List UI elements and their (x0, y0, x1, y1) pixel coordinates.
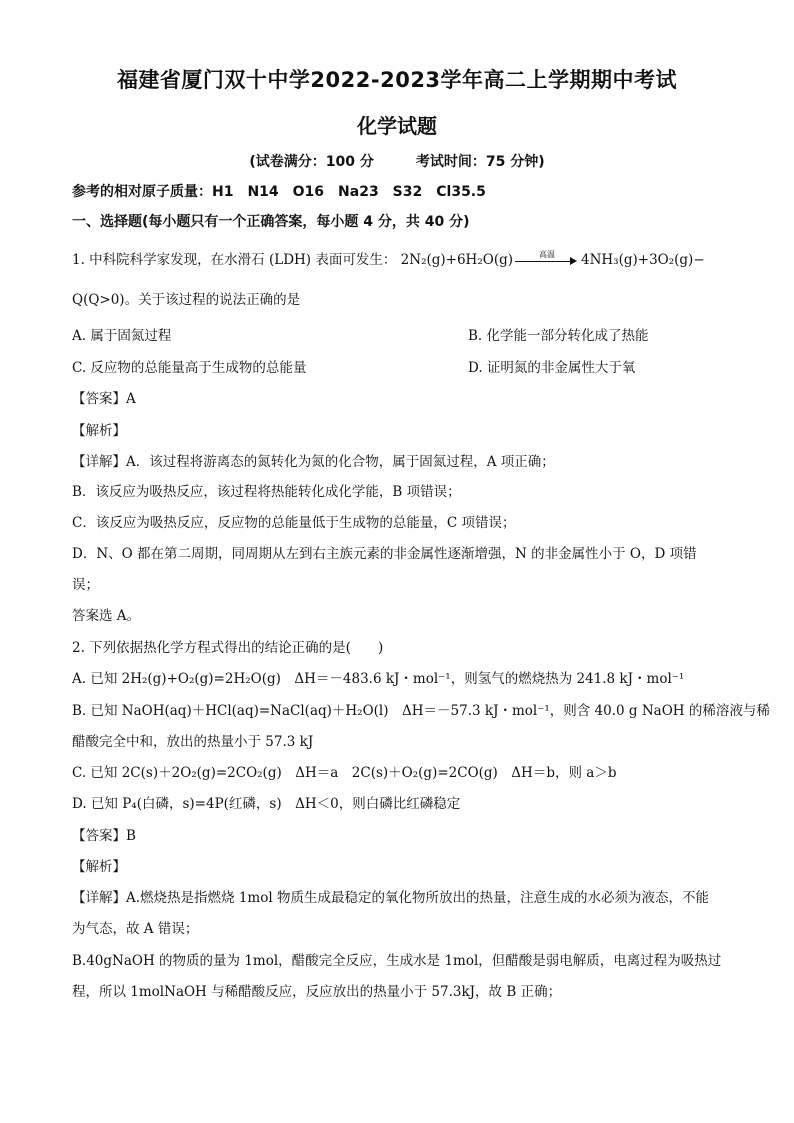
exam-time: 考试时间：75 分钟) (415, 154, 545, 170)
q1-options-row2 (72, 358, 722, 378)
q1-detail-line: C．该反应为吸热反应，反应物的总能量低于生成物的总能量，C 项错误； (72, 515, 516, 531)
q2-option-b: B. 已知 NaOH(aq)＋HCl(aq)=NaCl(aq)＋H₂O(l) ΔH＝－57.3 kJ・mol⁻¹，则含 40.0 g NaOH 的稀溶液与稀 (72, 703, 770, 719)
q1-option-c: C. 反应物的总能量高于生成物的总能量 (72, 360, 307, 376)
exam-score: (试卷满分：100 分 (249, 154, 374, 170)
q1-option-d: D. 证明氮的非金属性大于氧 (468, 360, 636, 376)
q2-detail-line: 程，所以 1molNaOH 与稀醋酸反应，反应放出的热量小于 57.3kJ，故 B 正确； (72, 984, 562, 1000)
q1-option-a: A. 属于固氮过程 (72, 328, 172, 344)
q1-answer (72, 389, 722, 409)
q2-detail-line (72, 888, 722, 908)
q1-stem-c: 。关于该过程的说法正确的是 (124, 292, 301, 308)
q2-answer (72, 826, 722, 846)
q1-ldh: (LDH) (268, 252, 312, 268)
q1-stem-cont (72, 290, 722, 310)
q2-stem: 2. 下列依据热化学方程式得出的结论正确的是( ) (72, 640, 384, 656)
q1-detail-line (72, 452, 722, 472)
q1-stem-a: 1. 中科院科学家发现，在水滑石 (72, 252, 265, 268)
q2-analysis-label: 【解析】 (72, 859, 126, 875)
q1-eq-right: 4NH₃(g)+3O₂(g)− (581, 252, 705, 268)
arrow-condition: 高温 (539, 249, 555, 259)
q2-option-b-cont: 醋酸完全中和，放出的热量小于 57.3 kJ (72, 734, 314, 750)
q1-eq-left: 2N₂(g)+6H₂O(g) (400, 252, 513, 268)
reaction-arrow-icon (515, 249, 579, 268)
document-subtitle: 化学试题 (357, 114, 437, 138)
detail-text: A．该过程将游离态的氮转化为氮的化合物，属于固氮过程，A 项正确； (126, 454, 555, 470)
detail-text: A.燃烧热是指燃烧 1mol 物质生成最稳定的氧化物所放出的热量，注意生成的水必须为液态，不能 (126, 890, 709, 906)
q2-option-a: A. 已知 2H₂(g)+O₂(g)=2H₂O(g) ΔH＝－483.6 kJ・mol⁻¹，则氢气的燃烧热为 241.8 kJ・mol⁻¹ (72, 671, 685, 687)
answer-value: B (126, 828, 136, 844)
q1-detail-line: 误； (72, 577, 99, 593)
atomic-masses: 参考的相对原子质量：H1 N14 O16 Na23 S32 Cl35.5 (72, 184, 486, 200)
answer-value: A (126, 391, 136, 407)
exam-meta (0, 151, 794, 171)
q2-detail-line: 为气态，故 A 错误； (72, 921, 199, 937)
detail-label: 【详解】 (72, 890, 126, 906)
q1-detail-line: D．N、O 都在第二周期，同周期从左到右主族元素的非金属性逐渐增强，N 的非金属性小于 O，D 项错 (72, 546, 697, 562)
q2-detail-line: B.40gNaOH 的物质的量为 1mol，醋酸完全反应，生成水是 1mol，但醋酸是弱电解质，电离过程为吸热过 (72, 953, 722, 969)
q1-eq-cont: Q(Q>0) (72, 292, 125, 308)
q1-option-b: B. 化学能一部分转化成了热能 (468, 328, 649, 344)
answer-label: 【答案】 (72, 828, 126, 844)
section-heading: 一、选择题(每小题只有一个正确答案，每小题 4 分，共 40 分) (72, 214, 470, 230)
q1-stem (72, 250, 722, 270)
q1-detail-line: B．该反应为吸热反应，该过程将热能转化成化学能，B 项错误； (72, 484, 461, 500)
answer-label: 【答案】 (72, 391, 126, 407)
q1-options-row1 (72, 326, 722, 346)
q1-stem-b: 表面可发生： (315, 252, 397, 268)
q1-conclusion: 答案选 A。 (72, 608, 141, 624)
detail-label: 【详解】 (72, 454, 126, 470)
q1-analysis-label: 【解析】 (72, 423, 126, 439)
q2-option-d: D. 已知 P₄(白磷，s)=4P(红磷，s) ΔH＜0，则白磷比红磷稳定 (72, 796, 461, 812)
q2-option-c: C. 已知 2C(s)＋2O₂(g)=2CO₂(g) ΔH＝a 2C(s)＋O₂(g)=2CO(g) ΔH＝b，则 a＞b (72, 765, 617, 781)
document-title: 福建省厦门双十中学2022-2023学年高二上学期期中考试 (116, 68, 678, 92)
